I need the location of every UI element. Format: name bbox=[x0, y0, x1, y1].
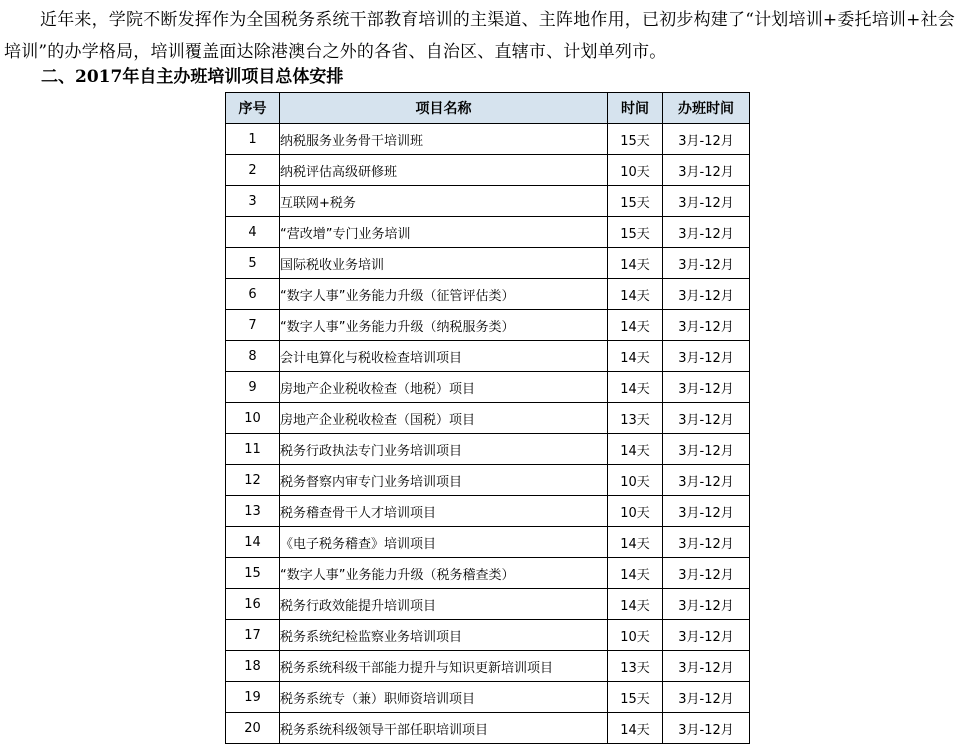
duration-cell: 15天 bbox=[608, 682, 663, 713]
row-number-cell: 15 bbox=[226, 558, 280, 589]
row-number-cell: 2 bbox=[226, 155, 280, 186]
duration-cell: 15天 bbox=[608, 217, 663, 248]
training-schedule-table bbox=[225, 92, 750, 744]
row-number-cell: 10 bbox=[226, 403, 280, 434]
duration-cell: 14天 bbox=[608, 558, 663, 589]
table-row bbox=[226, 217, 750, 248]
row-number-cell: 12 bbox=[226, 465, 280, 496]
period-cell: 3月-12月 bbox=[663, 713, 750, 744]
duration-cell: 10天 bbox=[608, 155, 663, 186]
period-cell: 3月-12月 bbox=[663, 589, 750, 620]
period-cell: 3月-12月 bbox=[663, 279, 750, 310]
project-name-cell: 税务督察内审专门业务培训项目 bbox=[280, 465, 608, 496]
header-name: 项目名称 bbox=[280, 93, 608, 124]
table-row bbox=[226, 558, 750, 589]
intro-paragraph: 近年来，学院不断发挥作为全国税务系统干部教育培训的主渠道、主阵地作用，已初步构建了“计划培训+委托培训+社会培训”的办学格局，培训覆盖面达除港澳台之外的各省、自治区、直辖市、计划单列市。 bbox=[4, 10, 955, 62]
period-cell: 3月-12月 bbox=[663, 310, 750, 341]
table-row bbox=[226, 620, 750, 651]
project-name-cell: 税务行政效能提升培训项目 bbox=[280, 589, 608, 620]
project-name-cell: 税务系统专（兼）职师资培训项目 bbox=[280, 682, 608, 713]
table-header-row bbox=[226, 93, 750, 124]
period-cell: 3月-12月 bbox=[663, 465, 750, 496]
project-name-cell: 税务行政执法专门业务培训项目 bbox=[280, 434, 608, 465]
duration-cell: 14天 bbox=[608, 713, 663, 744]
period-cell: 3月-12月 bbox=[663, 558, 750, 589]
duration-cell: 15天 bbox=[608, 124, 663, 155]
table-row bbox=[226, 589, 750, 620]
table-row bbox=[226, 403, 750, 434]
table-body bbox=[226, 124, 750, 744]
duration-cell: 14天 bbox=[608, 248, 663, 279]
project-name-cell: 纳税服务业务骨干培训班 bbox=[280, 124, 608, 155]
period-cell: 3月-12月 bbox=[663, 155, 750, 186]
section-heading: 二、2017年自主办班培训项目总体安排 bbox=[41, 67, 344, 87]
project-name-cell: 房地产企业税收检查（地税）项目 bbox=[280, 372, 608, 403]
project-name-cell: 房地产企业税收检查（国税）项目 bbox=[280, 403, 608, 434]
table-row bbox=[226, 248, 750, 279]
duration-cell: 13天 bbox=[608, 651, 663, 682]
row-number-cell: 7 bbox=[226, 310, 280, 341]
duration-cell: 14天 bbox=[608, 341, 663, 372]
table-row bbox=[226, 279, 750, 310]
project-name-cell: 《电子税务稽查》培训项目 bbox=[280, 527, 608, 558]
table-row bbox=[226, 155, 750, 186]
row-number-cell: 9 bbox=[226, 372, 280, 403]
project-name-cell: 纳税评估高级研修班 bbox=[280, 155, 608, 186]
row-number-cell: 6 bbox=[226, 279, 280, 310]
table-row bbox=[226, 434, 750, 465]
project-name-cell: “数字人事”业务能力升级（纳税服务类） bbox=[280, 310, 608, 341]
duration-cell: 14天 bbox=[608, 589, 663, 620]
row-number-cell: 5 bbox=[226, 248, 280, 279]
header-period: 办班时间 bbox=[663, 93, 750, 124]
period-cell: 3月-12月 bbox=[663, 217, 750, 248]
table-row bbox=[226, 186, 750, 217]
project-name-cell: 互联网+税务 bbox=[280, 186, 608, 217]
row-number-cell: 4 bbox=[226, 217, 280, 248]
period-cell: 3月-12月 bbox=[663, 403, 750, 434]
project-name-cell: 税务系统科级干部能力提升与知识更新培训项目 bbox=[280, 651, 608, 682]
duration-cell: 14天 bbox=[608, 434, 663, 465]
duration-cell: 10天 bbox=[608, 620, 663, 651]
period-cell: 3月-12月 bbox=[663, 341, 750, 372]
row-number-cell: 1 bbox=[226, 124, 280, 155]
table-row bbox=[226, 465, 750, 496]
duration-cell: 13天 bbox=[608, 403, 663, 434]
project-name-cell: 国际税收业务培训 bbox=[280, 248, 608, 279]
table-row bbox=[226, 527, 750, 558]
project-name-cell: 税务系统纪检监察业务培训项目 bbox=[280, 620, 608, 651]
project-name-cell: “数字人事”业务能力升级（征管评估类） bbox=[280, 279, 608, 310]
period-cell: 3月-12月 bbox=[663, 248, 750, 279]
row-number-cell: 8 bbox=[226, 341, 280, 372]
row-number-cell: 20 bbox=[226, 713, 280, 744]
table-row bbox=[226, 682, 750, 713]
table-row bbox=[226, 372, 750, 403]
project-name-cell: 会计电算化与税收检查培训项目 bbox=[280, 341, 608, 372]
table-row bbox=[226, 713, 750, 744]
period-cell: 3月-12月 bbox=[663, 682, 750, 713]
period-cell: 3月-12月 bbox=[663, 434, 750, 465]
period-cell: 3月-12月 bbox=[663, 651, 750, 682]
table-row bbox=[226, 341, 750, 372]
row-number-cell: 19 bbox=[226, 682, 280, 713]
period-cell: 3月-12月 bbox=[663, 186, 750, 217]
period-cell: 3月-12月 bbox=[663, 620, 750, 651]
duration-cell: 14天 bbox=[608, 527, 663, 558]
row-number-cell: 17 bbox=[226, 620, 280, 651]
duration-cell: 10天 bbox=[608, 465, 663, 496]
header-duration: 时间 bbox=[608, 93, 663, 124]
duration-cell: 15天 bbox=[608, 186, 663, 217]
row-number-cell: 11 bbox=[226, 434, 280, 465]
table-row bbox=[226, 496, 750, 527]
duration-cell: 14天 bbox=[608, 310, 663, 341]
duration-cell: 14天 bbox=[608, 372, 663, 403]
period-cell: 3月-12月 bbox=[663, 496, 750, 527]
project-name-cell: 税务稽查骨干人才培训项目 bbox=[280, 496, 608, 527]
duration-cell: 14天 bbox=[608, 279, 663, 310]
row-number-cell: 16 bbox=[226, 589, 280, 620]
duration-cell: 10天 bbox=[608, 496, 663, 527]
project-name-cell: 税务系统科级领导干部任职培训项目 bbox=[280, 713, 608, 744]
row-number-cell: 18 bbox=[226, 651, 280, 682]
table-row bbox=[226, 310, 750, 341]
period-cell: 3月-12月 bbox=[663, 372, 750, 403]
period-cell: 3月-12月 bbox=[663, 124, 750, 155]
table-row bbox=[226, 651, 750, 682]
row-number-cell: 13 bbox=[226, 496, 280, 527]
project-name-cell: “营改增”专门业务培训 bbox=[280, 217, 608, 248]
row-number-cell: 3 bbox=[226, 186, 280, 217]
period-cell: 3月-12月 bbox=[663, 527, 750, 558]
header-no: 序号 bbox=[226, 93, 280, 124]
table-row bbox=[226, 124, 750, 155]
row-number-cell: 14 bbox=[226, 527, 280, 558]
project-name-cell: “数字人事”业务能力升级（税务稽查类） bbox=[280, 558, 608, 589]
